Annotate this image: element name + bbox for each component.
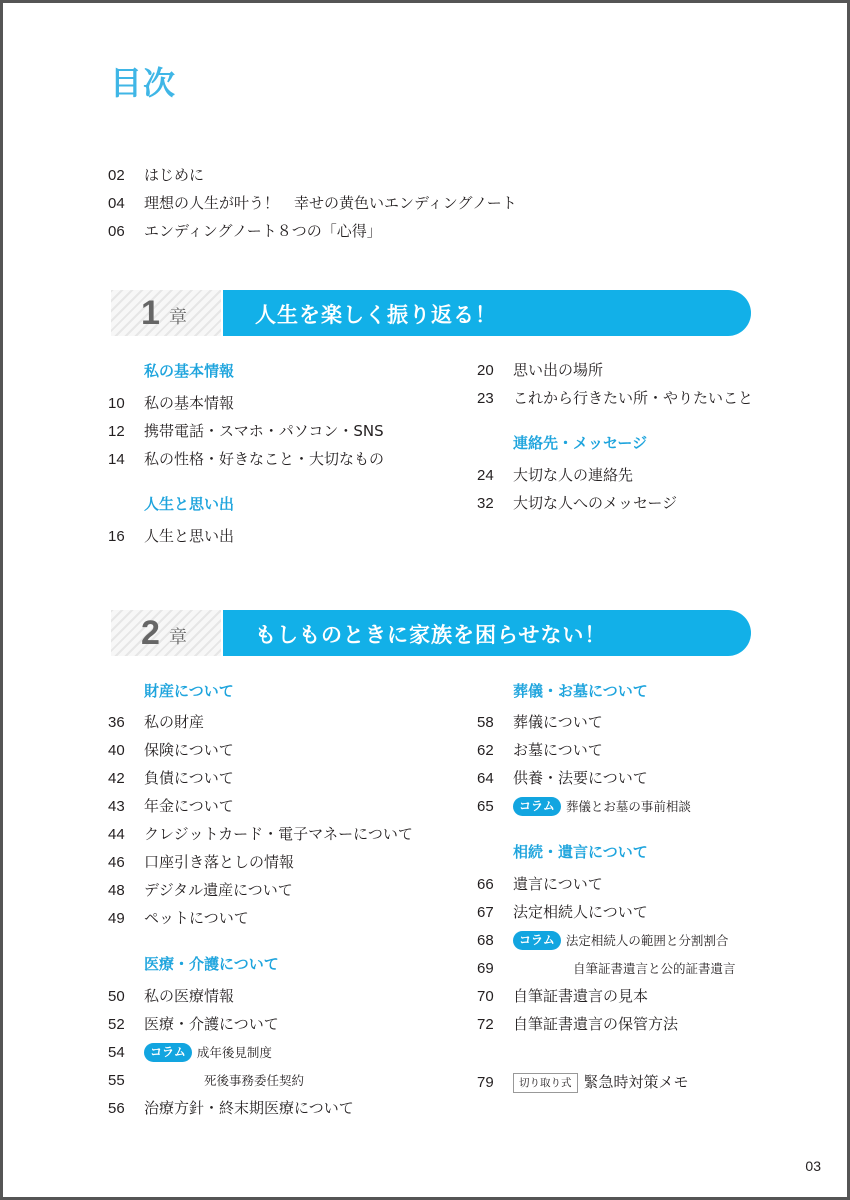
page-number: 43	[108, 798, 125, 815]
page-number: 14	[108, 451, 125, 468]
entry-title: 死後事務委任契約	[204, 1073, 305, 1088]
toc-entry[interactable]	[108, 217, 382, 245]
entry-title: 私の財産	[144, 713, 205, 731]
entry-title: 負債について	[144, 769, 234, 787]
entry-title: 私の医療情報	[144, 987, 235, 1005]
page-number: 48	[108, 882, 125, 899]
entry-title: 治療方針・終末期医療について	[144, 1099, 354, 1117]
chapter-title-bar	[223, 290, 751, 336]
toc-entry[interactable]	[477, 792, 691, 820]
chapter-1-header	[111, 290, 751, 336]
entry-title: クレジットカード・電子マネーについて	[144, 825, 413, 843]
toc-entry[interactable]	[108, 1094, 354, 1122]
page-number: 40	[108, 742, 125, 759]
toc-entry[interactable]	[108, 522, 234, 550]
page-number: 79	[477, 1074, 494, 1091]
section-heading: 医療・介護について	[144, 955, 279, 973]
entry-title: 私の基本情報	[144, 394, 235, 412]
page-number: 06	[108, 223, 125, 240]
entry-title: 理想の人生が叶う！ 幸せの黄色いエンディングノート	[144, 194, 517, 212]
column-badge: コラム	[513, 797, 561, 816]
entry-title: 携帯電話・スマホ・パソコン・SNS	[144, 422, 384, 440]
toc-entry[interactable]	[108, 820, 413, 848]
toc-entry[interactable]	[477, 1068, 689, 1096]
toc-entry[interactable]	[477, 898, 648, 926]
toc-entry[interactable]	[108, 389, 234, 417]
chapter-label	[111, 290, 221, 336]
entry-title: エンディングノート８つの「心得」	[144, 222, 382, 240]
chapter-suffix: 章	[169, 307, 187, 328]
toc-entry[interactable]	[477, 926, 728, 954]
entry-title: 私の性格・好きなこと・大切なもの	[144, 450, 385, 468]
toc-entry[interactable]	[108, 1010, 279, 1038]
page-number: 54	[108, 1044, 125, 1061]
entry-title: 供養・法要について	[513, 769, 648, 787]
toc-entry[interactable]	[108, 445, 384, 473]
page-number: 02	[108, 167, 125, 184]
toc-entry[interactable]	[477, 356, 603, 384]
page-number: 72	[477, 1016, 494, 1033]
toc-entry[interactable]	[108, 876, 293, 904]
page-number: 68	[477, 932, 494, 949]
cutout-tag: 切り取り式	[513, 1073, 578, 1093]
entry-title: 法定相続人について	[513, 903, 648, 921]
page-number-footer: 03	[805, 1158, 821, 1174]
page-number: 23	[477, 390, 494, 407]
entry-title: 思い出の場所	[513, 361, 604, 379]
entry-title: 保険について	[144, 741, 234, 759]
page-number: 69	[477, 960, 494, 977]
page-number: 46	[108, 854, 125, 871]
page-number: 66	[477, 876, 494, 893]
toc-entry[interactable]	[477, 489, 677, 517]
column-badge: コラム	[144, 1043, 192, 1062]
toc-entry[interactable]	[108, 1066, 304, 1094]
page-number: 50	[108, 988, 125, 1005]
entry-title: 自筆証書遺言の保管方法	[513, 1015, 679, 1033]
entry-title: 葬儀とお墓の事前相談	[565, 799, 691, 814]
entry-title: 人生と思い出	[144, 527, 235, 545]
toc-entry[interactable]	[108, 792, 234, 820]
entry-title: 年金について	[144, 797, 234, 815]
page-number: 24	[477, 467, 494, 484]
entry-title: 大切な人へのメッセージ	[513, 494, 678, 512]
toc-page	[3, 3, 847, 1197]
entry-title: 成年後見制度	[196, 1045, 272, 1060]
toc-entry[interactable]	[108, 848, 294, 876]
toc-entry[interactable]	[108, 1038, 272, 1066]
page-number: 36	[108, 714, 125, 731]
section-heading: 財産について	[144, 682, 234, 700]
page-number: 65	[477, 798, 494, 815]
toc-entry[interactable]	[477, 384, 753, 412]
page-number: 42	[108, 770, 125, 787]
page-number: 12	[108, 423, 125, 440]
chapter-title: もしものときに家族を困らせない！	[255, 623, 607, 647]
entry-title: 緊急時対策メモ	[583, 1073, 689, 1091]
entry-title: 自筆証書遺言の見本	[513, 987, 649, 1005]
chapter-label	[111, 610, 221, 656]
page-number: 70	[477, 988, 494, 1005]
entry-title: はじめに	[144, 166, 205, 184]
page-number: 44	[108, 826, 125, 843]
page-number: 55	[108, 1072, 125, 1089]
page-number: 62	[477, 742, 494, 759]
chapter-title-bar	[223, 610, 751, 656]
page-number: 20	[477, 362, 494, 379]
toc-entry[interactable]	[108, 904, 249, 932]
section-heading: 人生と思い出	[144, 495, 235, 513]
entry-title: 遺言について	[513, 875, 603, 893]
entry-title: デジタル遺産について	[144, 881, 293, 899]
section-heading: 連絡先・メッセージ	[513, 434, 648, 452]
toc-entry[interactable]	[477, 736, 603, 764]
page-number: 32	[477, 495, 494, 512]
toc-entry[interactable]	[477, 982, 648, 1010]
entry-title: 医療・介護について	[144, 1015, 279, 1033]
toc-entry[interactable]	[108, 161, 204, 189]
chapter-suffix: 章	[169, 627, 187, 648]
toc-entry[interactable]	[108, 189, 517, 217]
section-heading: 私の基本情報	[144, 362, 235, 380]
toc-entry[interactable]	[477, 870, 603, 898]
entry-title: ペットについて	[144, 909, 249, 927]
page-number: 52	[108, 1016, 125, 1033]
entry-title: 大切な人の連絡先	[513, 466, 634, 484]
page-number: 16	[108, 528, 125, 545]
entry-title: 法定相続人の範囲と分割割合	[565, 933, 729, 948]
column-badge: コラム	[513, 931, 561, 950]
toc-entry[interactable]	[477, 954, 736, 982]
entry-title: お墓について	[513, 741, 603, 759]
entry-title: 口座引き落としの情報	[144, 853, 295, 871]
toc-entry[interactable]	[477, 461, 633, 489]
toc-entry[interactable]	[108, 417, 384, 445]
chapter-title: 人生を楽しく振り返る！	[255, 303, 497, 327]
chapter-2-header	[111, 610, 751, 656]
chapter-number: 2	[141, 614, 160, 652]
page-number: 67	[477, 904, 494, 921]
entry-title: これから行きたい所・やりたいこと	[513, 389, 754, 407]
page-number: 49	[108, 910, 125, 927]
chapter-number: 1	[141, 294, 160, 332]
page-number: 64	[477, 770, 494, 787]
toc-entry[interactable]	[108, 764, 234, 792]
section-heading: 葬儀・お墓について	[513, 682, 648, 700]
page-number: 56	[108, 1100, 125, 1117]
toc-entry[interactable]	[477, 1010, 678, 1038]
toc-entry[interactable]	[108, 982, 234, 1010]
toc-entry[interactable]	[108, 708, 204, 736]
entry-title: 自筆証書遺言と公的証書遺言	[573, 961, 736, 976]
page-title: 目次	[110, 64, 177, 102]
page-number: 10	[108, 395, 125, 412]
entry-title: 葬儀について	[513, 713, 603, 731]
toc-entry[interactable]	[108, 736, 234, 764]
section-heading: 相続・遺言について	[513, 843, 648, 861]
page-number: 04	[108, 195, 125, 212]
toc-entry[interactable]	[477, 764, 648, 792]
page-number: 58	[477, 714, 494, 731]
toc-entry[interactable]	[477, 708, 603, 736]
